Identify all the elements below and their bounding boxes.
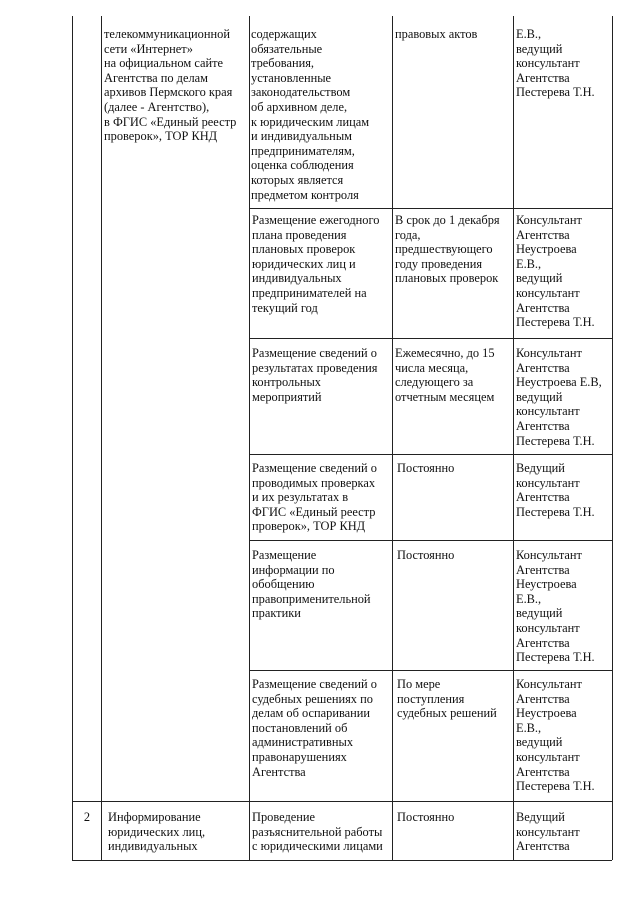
continuation-responsible-cell: Е.В., ведущий консультант Агентства Пестерева Т.Н. [516, 27, 595, 100]
continuation-name-cell: телекоммуникационной сети «Интернет» на официальном сайте Агентства по делам архивов Пермского края (далее - Агентство), в ФГИС «Единый реестр проверок», ТОР КНД [104, 27, 237, 144]
table-divider-3 [392, 16, 393, 860]
continuation-term-cell: правовых актов [395, 27, 478, 41]
measure-cell: Размещение сведений о проводимых проверках и их результатах в ФГИС «Единый реестр проверок», ТОР КНД [252, 461, 377, 534]
row-separator [249, 208, 612, 209]
measure-cell: Размещение информации по обобщению правоприменительной практики [252, 548, 371, 621]
row-separator-full [72, 801, 612, 802]
row-separator [249, 670, 612, 671]
table-divider-1 [101, 16, 102, 860]
responsible-cell: Ведущий консультант Агентства Пестерева Т.Н. [516, 461, 595, 519]
continuation-measure-cell: содержащих обязательные требования, установленные законодательством об архивном деле, к юридическим лицам и индивидуальным предпринимателям, оценка соблюдения которых является предметом контроля [251, 27, 370, 202]
table-border-right [612, 16, 613, 860]
responsible-cell: Консультант Агентства Неустроева Е.В., ведущий консультант Агентства Пестерева Т.Н. [516, 213, 595, 330]
row-number-cell: 2 [83, 810, 91, 824]
row-separator [249, 454, 612, 455]
responsible-cell: Консультант Агентства Неустроева Е.В., ведущий консультант Агентства Пестерева Т.Н. [516, 677, 595, 794]
responsible-cell: Ведущий консультант Агентства [516, 810, 580, 854]
row-separator [249, 540, 612, 541]
term-cell: В срок до 1 декабря года, предшествующего году проведения плановых проверок [395, 213, 500, 286]
term-cell: Ежемесячно, до 15 числа месяца, следующего за отчетным месяцем [395, 346, 495, 404]
responsible-cell: Консультант Агентства Неустроева Е.В, ведущий консультант Агентства Пестерева Т.Н. [516, 346, 602, 448]
row-name-cell: Информирование юридических лиц, индивидуальных [108, 810, 206, 854]
table-border-left [72, 16, 73, 860]
table-divider-2 [249, 16, 250, 860]
row-separator [249, 338, 612, 339]
measure-cell: Размещение сведений о судебных решениях по делам об оспаривании постановлений об административных правонарушениях Агентства [252, 677, 377, 779]
term-cell: По мере поступления судебных решений [397, 677, 497, 721]
responsible-cell: Консультант Агентства Неустроева Е.В., ведущий консультант Агентства Пестерева Т.Н. [516, 548, 595, 665]
table-border-bottom [72, 860, 612, 861]
measure-cell: Проведение разъяснительной работы с юридическими лицами [252, 810, 383, 854]
term-cell: Постоянно [397, 461, 455, 475]
table-divider-4 [513, 16, 514, 860]
term-cell: Постоянно [397, 810, 455, 824]
measure-cell: Размещение сведений о результатах проведения контрольных мероприятий [252, 346, 378, 404]
term-cell: Постоянно [397, 548, 455, 562]
measure-cell: Размещение ежегодного плана проведения плановых проверок юридических лиц и индивидуальных предпринимателей на текущий год [252, 213, 380, 315]
